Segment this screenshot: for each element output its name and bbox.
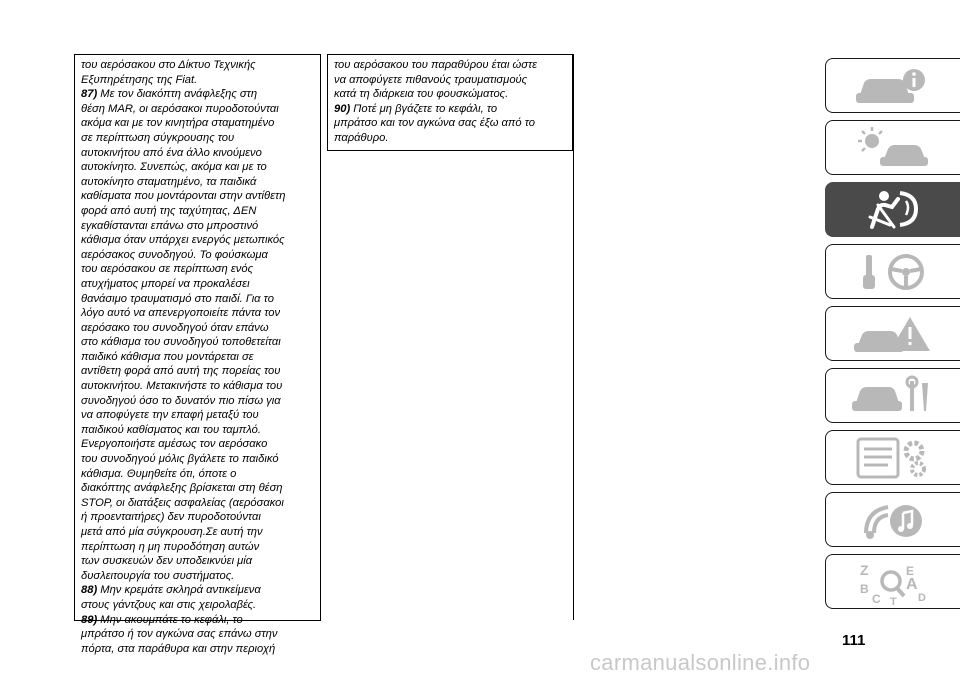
text-line <box>81 350 314 365</box>
note-number: 90) <box>334 102 351 115</box>
line-text: Ποτέ μη βγάζετε το κεφάλι, το <box>350 102 498 115</box>
text-line <box>81 306 314 321</box>
line-text: να αποφύγετε πιθανούς τραυματισμούς <box>334 73 528 86</box>
line-text: λόγο αυτό να απενεργοποιείτε πάντα τον <box>81 307 281 320</box>
text-line <box>81 452 314 467</box>
text-line <box>81 262 314 277</box>
line-text: δυσλειτουργία του συστήματος. <box>81 569 235 582</box>
line-text: αυτοκίνητο σταματημένο, τα παιδικά <box>81 175 257 188</box>
column-divider <box>573 54 574 620</box>
line-text: φορά από αυτή της ταχύτητας, ΔΕΝ <box>81 204 257 217</box>
text-line <box>81 219 314 234</box>
text-line <box>81 408 314 423</box>
text-line <box>81 423 314 438</box>
text-line <box>81 379 314 394</box>
tab-starting-driving[interactable] <box>825 244 960 299</box>
note-number: 88) <box>81 584 98 597</box>
seatbelt-airbag-icon <box>848 187 938 233</box>
line-text: του αερόσακου στο Δίκτυο Τεχνικής <box>81 59 256 71</box>
text-line <box>81 146 314 161</box>
line-text: Μην ακουμπάτε το κεφάλι, το <box>97 613 243 626</box>
line-text: εγκαθίστανται επάνω στο μπροστινό <box>81 219 259 232</box>
line-text: πόρτα, στα παράθυρα και στην περιοχή <box>81 642 276 655</box>
text-line <box>81 116 314 131</box>
warning-light-icon <box>848 125 938 171</box>
text-line <box>81 496 314 511</box>
svg-text:T: T <box>890 595 897 605</box>
text-line <box>81 642 314 657</box>
text-line <box>334 87 566 102</box>
line-text: των συσκευών δεν υποδεικνύει μία <box>81 555 253 568</box>
tab-index[interactable] <box>825 554 960 609</box>
text-line <box>81 467 314 482</box>
text-line <box>81 569 314 584</box>
line-text: ή προενταιτήρες) δεν πυροδοτούνται <box>81 511 261 524</box>
text-line <box>81 87 314 102</box>
line-text: παιδικού καθίσματος και του ταμπλό. <box>81 423 261 436</box>
text-line <box>334 116 566 131</box>
tab-safety[interactable] <box>825 182 960 237</box>
text-column-left <box>74 54 321 655</box>
line-text: να αποφύγετε την επαφή μεταξύ του <box>81 409 259 422</box>
line-text: του αερόσακου σε περίπτωση ενός <box>81 263 254 276</box>
line-text: Εξυπηρέτησης της Fiat. <box>81 73 198 86</box>
car-maintenance-icon <box>848 373 938 419</box>
line-text: STOP, οι διατάξεις ασφαλείας (αερόσακοι <box>81 496 284 509</box>
line-text: θανάσιμο τραυματισμό στο παιδί. Για το <box>81 292 274 305</box>
text-line <box>334 131 566 146</box>
line-text: στο κάθισμα του συνοδηγού τοποθετείται <box>81 336 281 349</box>
line-text: διακόπτης ανάφλεξης βρίσκεται στη θέση <box>81 482 283 495</box>
text-line <box>81 540 314 555</box>
text-line <box>81 583 314 598</box>
line-text: μπράτσο ή τον αγκώνα σας επάνω στην <box>81 628 278 641</box>
line-text: ακόμα και με τον κινητήρα σταματημένο <box>81 117 275 130</box>
key-steering-wheel-icon <box>848 249 938 295</box>
text-line <box>81 233 314 248</box>
svg-text:D: D <box>918 591 926 604</box>
line-text: περίπτωση η μη πυροδότηση αυτών <box>81 540 260 553</box>
text-line <box>81 292 314 307</box>
line-text: αυτοκινήτου από ένα άλλο κινούμενο <box>81 146 262 159</box>
line-text: Μην κρεμάτε σκληρά αντικείμενα <box>97 584 261 597</box>
line-text: μετά από μία σύγκρουση.Σε αυτή την <box>81 526 263 538</box>
tab-technical-data[interactable] <box>825 430 960 485</box>
svg-text:B: B <box>860 581 869 596</box>
text-line <box>81 394 314 409</box>
line-text: κάθισμα όταν υπάρχει ενεργός μετωπικός <box>81 234 285 247</box>
text-line <box>81 58 314 73</box>
svg-text:A: A <box>906 575 918 593</box>
line-text: αυτοκινήτου. Μετακινήστε το κάθισμα του <box>81 380 283 393</box>
text-line <box>81 189 314 204</box>
emergency-car-icon <box>848 311 938 357</box>
line-text: συνοδηγού όσο το δυνατόν πιο πίσω για <box>81 394 281 407</box>
line-text: παράθυρο. <box>334 131 389 144</box>
multimedia-icon <box>848 497 938 543</box>
text-line <box>334 58 566 73</box>
text-line <box>81 204 314 219</box>
line-text: Με τον διακόπτη ανάφλεξης στη <box>97 88 258 101</box>
line-text: Ενεργοποιήστε αμέσως τον αερόσακο <box>81 438 268 451</box>
text-line <box>81 510 314 525</box>
text-line <box>81 277 314 292</box>
text-line <box>81 335 314 350</box>
text-line <box>81 175 314 190</box>
alphabetical-index-icon <box>848 559 938 605</box>
text-line <box>81 554 314 569</box>
line-text: του συνοδηγού μόλις βγάλετε το παιδικό <box>81 453 279 466</box>
text-line <box>334 73 566 88</box>
tab-warning-lights[interactable] <box>825 120 960 175</box>
text-line <box>81 481 314 496</box>
line-text: μπράτσο και τον αγκώνα σας έξω από το <box>334 117 535 130</box>
car-info-icon <box>848 63 938 109</box>
svg-text:Z: Z <box>860 561 869 578</box>
line-text: του αερόσακου του παραθύρου έται ώστε <box>334 59 538 71</box>
line-text: αερόσακος συνοδηγού. Το φούσκωμα <box>81 248 268 261</box>
tab-multimedia[interactable] <box>825 492 960 547</box>
note-number: 89) <box>81 613 98 626</box>
text-line <box>81 613 314 628</box>
text-line <box>81 627 314 642</box>
svg-text:C: C <box>872 591 881 605</box>
line-text: παιδικό κάθισμα που μοντάρεται σε <box>81 350 254 363</box>
line-text: καθίσματα που μοντάρονται στην αντίθετη <box>81 190 286 203</box>
line-text: στους γάντζους και στις χειρολαβές. <box>81 598 257 611</box>
line-text: κατά τη διάρκεια του φουσκώματος. <box>334 88 509 101</box>
line-text: κάθισμα. Θυμηθείτε ότι, όποτε ο <box>81 467 237 480</box>
text-line <box>81 364 314 379</box>
line-text: αυτοκίνητο. Συνεπώς, ακόμα και με το <box>81 161 267 174</box>
note-number: 87) <box>81 88 98 101</box>
line-text: αερόσακο του συνοδηγού όταν επάνω <box>81 321 269 334</box>
line-text: θέση MAR, οι αερόσακοι πυροδοτούνται <box>81 102 279 115</box>
tab-maintenance[interactable] <box>825 368 960 423</box>
text-line <box>81 598 314 613</box>
text-line <box>81 102 314 117</box>
text-line <box>81 73 314 88</box>
line-text: ατυχήματος μπορεί να προκαλέσει <box>81 277 250 290</box>
text-line <box>81 131 314 146</box>
text-line <box>334 102 566 117</box>
tab-car-info[interactable] <box>825 58 960 113</box>
text-line <box>81 248 314 263</box>
tab-emergency[interactable] <box>825 306 960 361</box>
text-line <box>81 160 314 175</box>
page-number: 111 <box>842 632 866 649</box>
line-text: αντίθετη φορά από αυτή της πορείας του <box>81 365 281 378</box>
text-line <box>81 321 314 336</box>
text-line <box>81 437 314 452</box>
text-column-right <box>327 54 573 151</box>
text-line <box>81 525 314 540</box>
technical-data-icon <box>848 435 938 481</box>
svg-text:E: E <box>906 563 915 578</box>
watermark: carmanualsonline.info <box>590 650 811 675</box>
line-text: σε περίπτωση σύγκρουσης του <box>81 131 235 144</box>
